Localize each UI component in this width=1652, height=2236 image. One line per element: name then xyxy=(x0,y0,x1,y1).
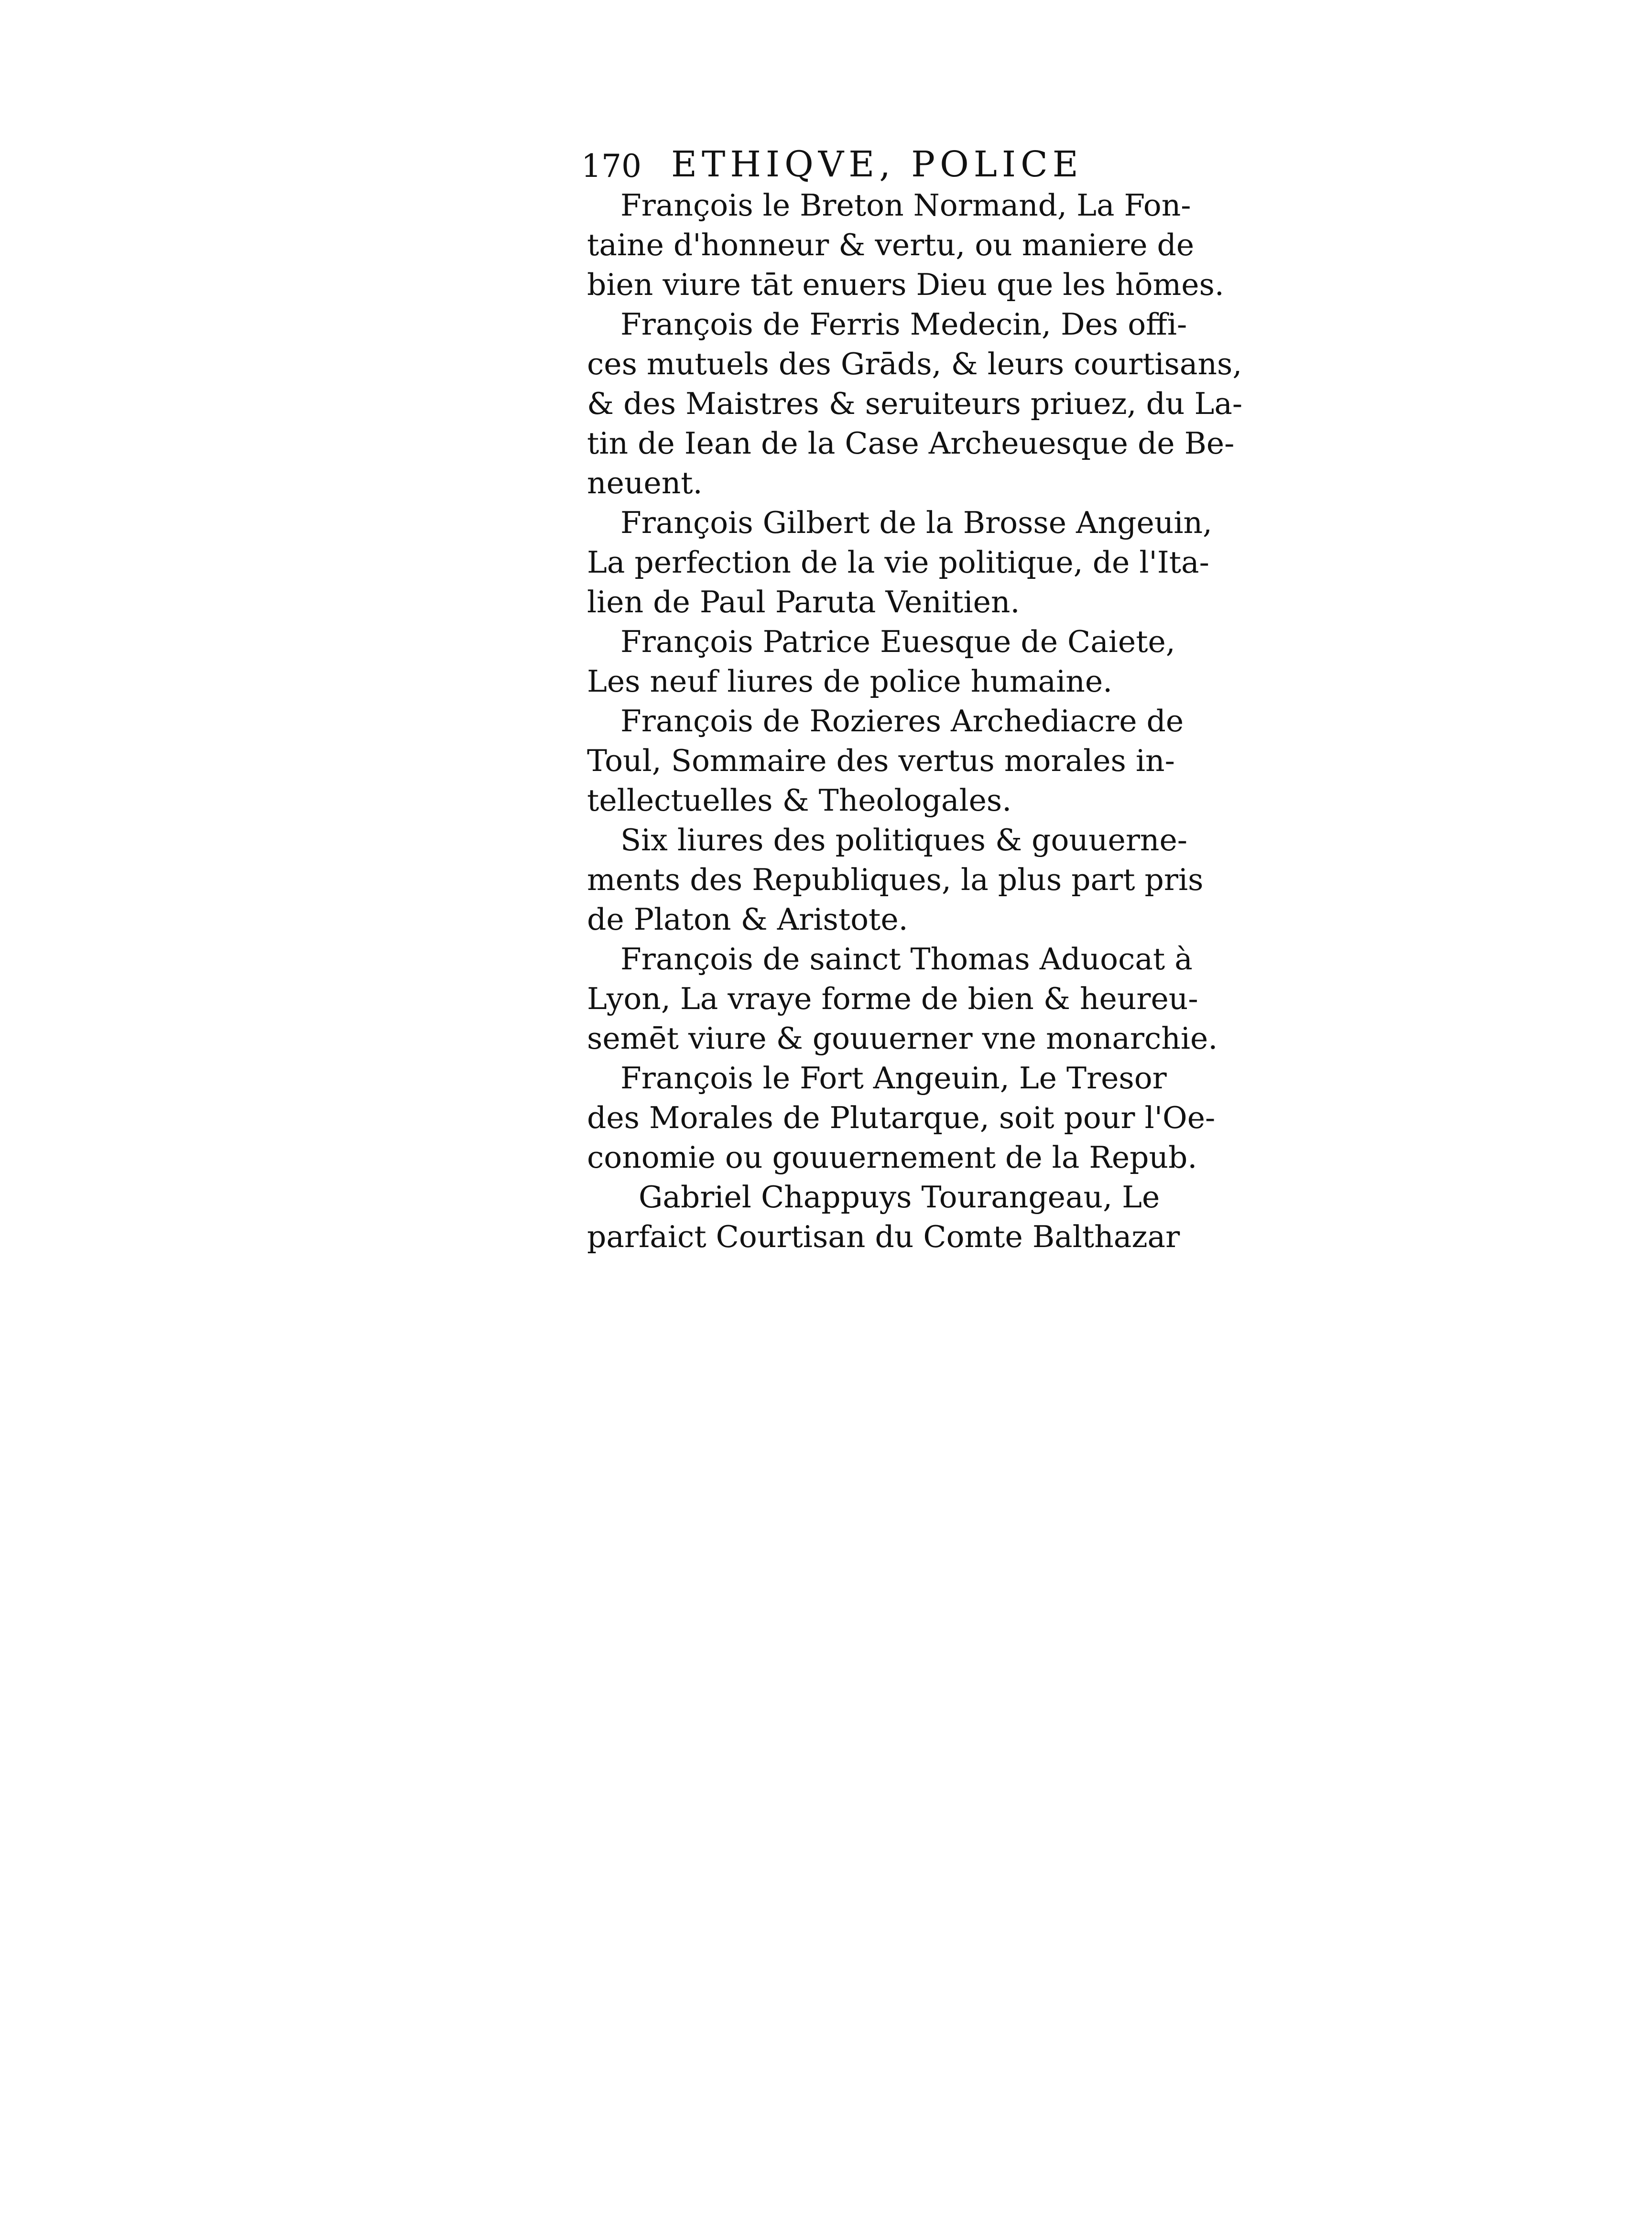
text-line: François Gilbert de la Brosse Angeuin, xyxy=(620,505,1213,540)
text-line: lien de Paul Paruta Venitien. xyxy=(587,585,1020,619)
text-line: François le Fort Angeuin, Le Tresor xyxy=(620,1061,1167,1096)
text-line: bien viure tāt enuers Dieu que les hōmes. xyxy=(587,267,1224,302)
running-head-title: ETHIQVE, POLICE xyxy=(671,144,1083,185)
text-line: tellectuelles & Theologales. xyxy=(587,783,1012,818)
running-head xyxy=(581,143,1151,185)
text-line: de Platon & Aristote. xyxy=(587,902,908,937)
text-line: tin de Iean de la Case Archeuesque de Be- xyxy=(587,426,1235,461)
text-line: François de Rozieres Archediacre de xyxy=(620,704,1184,738)
text-line: des Morales de Plutarque, soit pour l'Oe- xyxy=(587,1100,1216,1135)
text-line: semēt viure & gouuerner vne monarchie. xyxy=(587,1021,1218,1056)
text-line: neuent. xyxy=(587,466,703,500)
text-line: conomie ou gouuernement de la Repub. xyxy=(587,1140,1197,1175)
text-line: Gabriel Chappuys Tourangeau, Le xyxy=(639,1180,1160,1215)
text-line: François de sainct Thomas Aduocat à xyxy=(620,942,1193,977)
text-line: & des Maistres & seruiteurs priuez, du La- xyxy=(587,386,1243,421)
text-line: taine d'honneur & vertu, ou maniere de xyxy=(587,228,1195,262)
page-number: 170 xyxy=(581,148,641,185)
text-column xyxy=(581,143,1243,1257)
text-line: François Patrice Euesque de Caiete, xyxy=(620,624,1175,659)
text-line: Six liures des politiques & gouuerne- xyxy=(620,823,1188,857)
text-line: La perfection de la vie politique, de l'Ita- xyxy=(587,545,1209,580)
text-line: parfaict Courtisan du Comte Balthazar xyxy=(587,1219,1180,1254)
text-line: Les neuf liures de police humaine. xyxy=(587,664,1113,699)
text-line: François de Ferris Medecin, Des offi- xyxy=(620,307,1187,342)
text-line: ces mutuels des Grāds, & leurs courtisans, xyxy=(587,347,1242,381)
text-line: François le Breton Normand, La Fon- xyxy=(620,188,1191,223)
text-line: Lyon, La vraye forme de bien & heureu- xyxy=(587,981,1198,1016)
text-line: Toul, Sommaire des vertus morales in- xyxy=(587,743,1175,778)
text-line: ments des Republiques, la plus part pris xyxy=(587,862,1204,897)
